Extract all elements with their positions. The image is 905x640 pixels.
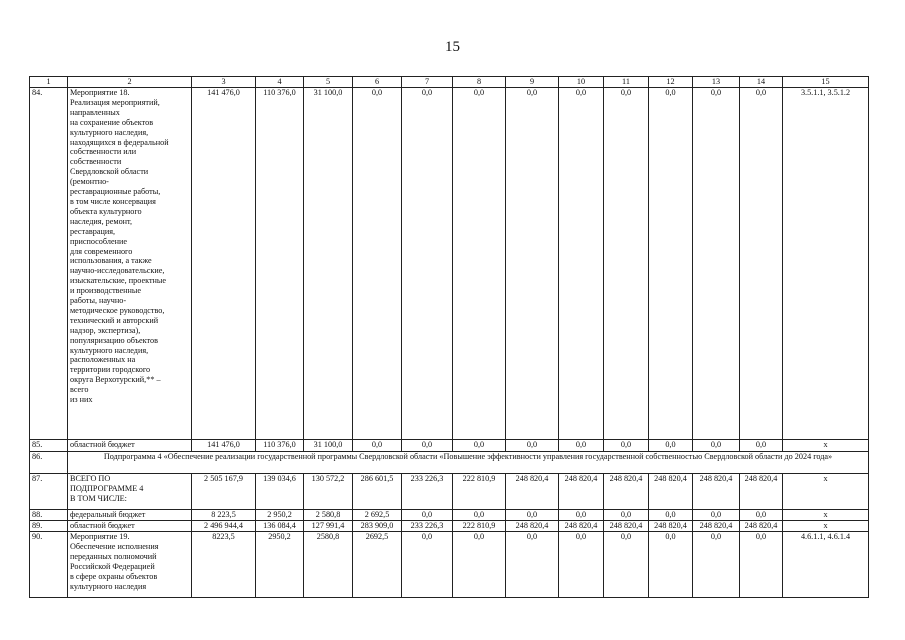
row-number: 90. [30, 532, 68, 598]
cell-value: 248 820,4 [506, 474, 559, 510]
column-number: 12 [649, 77, 693, 88]
cell-value: 0,0 [453, 532, 506, 598]
row-number: 84. [30, 88, 68, 440]
cell-value: 0,0 [402, 532, 453, 598]
cell-value: 0,0 [649, 532, 693, 598]
row-name: областной бюджет [68, 440, 192, 452]
column-number: 2 [68, 77, 192, 88]
cell-value: 233 226,3 [402, 521, 453, 532]
cell-value: 8223,5 [192, 532, 256, 598]
cell-value: 2692,5 [353, 532, 402, 598]
cell-value: 248 820,4 [559, 474, 604, 510]
cell-value: 233 226,3 [402, 474, 453, 510]
cell-value: 286 601,5 [353, 474, 402, 510]
cell-value: 248 820,4 [506, 521, 559, 532]
cell-value: 222 810,9 [453, 521, 506, 532]
cell-value: 248 820,4 [604, 474, 649, 510]
header-row [30, 77, 869, 88]
page-number: 15 [445, 39, 460, 55]
column-number: 10 [559, 77, 604, 88]
cell-value: 0,0 [649, 440, 693, 452]
table-row [30, 521, 869, 532]
cell-value: 2 692,5 [353, 510, 402, 521]
cell-value: 0,0 [506, 532, 559, 598]
cell-value: 248 820,4 [649, 474, 693, 510]
cell-value: 127 991,4 [304, 521, 353, 532]
cell-value: 0,0 [740, 510, 783, 521]
table-row [30, 440, 869, 452]
row-number: 89. [30, 521, 68, 532]
cell-value: 0,0 [506, 510, 559, 521]
cell-value: 0,0 [353, 88, 402, 440]
cell-value: 0,0 [559, 510, 604, 521]
row-number: 87. [30, 474, 68, 510]
column-number: 4 [256, 77, 304, 88]
cell-value: 2580,8 [304, 532, 353, 598]
row-number: 88. [30, 510, 68, 521]
cell-value: 248 820,4 [604, 521, 649, 532]
cell-value: 0,0 [506, 88, 559, 440]
column-number: 3 [192, 77, 256, 88]
table-row [30, 532, 869, 598]
cell-value: 0,0 [402, 510, 453, 521]
cell-value: 0,0 [559, 88, 604, 440]
cell-value: 0,0 [559, 532, 604, 598]
cell-value: 0,0 [649, 88, 693, 440]
cell-value: 141 476,0 [192, 88, 256, 440]
row-name: федеральный бюджет [68, 510, 192, 521]
column-number: 11 [604, 77, 649, 88]
cell-value: 31 100,0 [304, 88, 353, 440]
column-number: 13 [693, 77, 740, 88]
column-number: 5 [304, 77, 353, 88]
row-number: 85. [30, 440, 68, 452]
cell-value: 248 820,4 [740, 521, 783, 532]
cell-value: 283 909,0 [353, 521, 402, 532]
column-number: 14 [740, 77, 783, 88]
cell-value: 110 376,0 [256, 440, 304, 452]
target-indicator: х [783, 440, 869, 452]
cell-value: 0,0 [402, 440, 453, 452]
cell-value: 0,0 [353, 440, 402, 452]
cell-value: 31 100,0 [304, 440, 353, 452]
column-number: 8 [453, 77, 506, 88]
cell-value: 0,0 [559, 440, 604, 452]
cell-value: 110 376,0 [256, 88, 304, 440]
target-indicator: 3.5.1.1, 3.5.1.2 [783, 88, 869, 440]
column-number: 1 [30, 77, 68, 88]
row-name: Мероприятие 19. Обеспечение исполнения переданных полномочий Российской Федерацией в сфере охраны объектов культурного наследия [68, 532, 192, 598]
cell-value: 0,0 [604, 510, 649, 521]
cell-value: 248 820,4 [693, 474, 740, 510]
cell-value: 0,0 [453, 88, 506, 440]
cell-value: 0,0 [693, 88, 740, 440]
row-name: Мероприятие 18. Реализация мероприятий, направленных на сохранение объектов культурного наследия, находящихся в федеральной собственности или собственности Свердловской области (ремонтно- реставрационные работы, в том числе консервация объекта культурного наследия, ремонт, реставрация, приспособление для современного использования, а также научно-исследовательские, изыскательские, проектные и производственные работы, научно- методическое руководство, технический и авторский надзор, экспертиза), популяризацию объектов культурного наследия, расположенных на территории городского округа Верхотурский,** – всего из них [68, 88, 192, 440]
cell-value: 248 820,4 [740, 474, 783, 510]
cell-value: 0,0 [402, 88, 453, 440]
row-name: областной бюджет [68, 521, 192, 532]
cell-value: 2 505 167,9 [192, 474, 256, 510]
cell-value: 2950,2 [256, 532, 304, 598]
cell-value: 0,0 [604, 88, 649, 440]
target-indicator: х [783, 510, 869, 521]
row-number: 86. [30, 452, 68, 474]
column-number: 9 [506, 77, 559, 88]
subprogram-title: Подпрограмма 4 «Обеспечение реализации государственной программы Свердловской области «Повышение эффективности управления государственной собственностью Свердловской области до 2024 года» [68, 452, 869, 474]
target-indicator: х [783, 521, 869, 532]
cell-value: 0,0 [453, 510, 506, 521]
table-row [30, 474, 869, 510]
table-row [30, 452, 869, 474]
cell-value: 0,0 [693, 510, 740, 521]
cell-value: 2 950,2 [256, 510, 304, 521]
cell-value: 2 580,8 [304, 510, 353, 521]
column-number: 7 [402, 77, 453, 88]
cell-value: 130 572,2 [304, 474, 353, 510]
target-indicator: х [783, 474, 869, 510]
cell-value: 0,0 [693, 532, 740, 598]
cell-value: 136 084,4 [256, 521, 304, 532]
cell-value: 222 810,9 [453, 474, 506, 510]
table-row [30, 510, 869, 521]
cell-value: 8 223,5 [192, 510, 256, 521]
cell-value: 2 496 944,4 [192, 521, 256, 532]
cell-value: 0,0 [604, 532, 649, 598]
cell-value: 0,0 [740, 440, 783, 452]
cell-value: 0,0 [740, 88, 783, 440]
cell-value: 139 034,6 [256, 474, 304, 510]
target-indicator: 4.6.1.1, 4.6.1.4 [783, 532, 869, 598]
cell-value: 248 820,4 [559, 521, 604, 532]
cell-value: 0,0 [649, 510, 693, 521]
row-name: ВСЕГО ПО ПОДПРОГРАММЕ 4 В ТОМ ЧИСЛЕ: [68, 474, 192, 510]
cell-value: 248 820,4 [649, 521, 693, 532]
budget-table [29, 76, 869, 598]
cell-value: 0,0 [604, 440, 649, 452]
cell-value: 248 820,4 [693, 521, 740, 532]
cell-value: 141 476,0 [192, 440, 256, 452]
column-number: 6 [353, 77, 402, 88]
cell-value: 0,0 [453, 440, 506, 452]
cell-value: 0,0 [740, 532, 783, 598]
cell-value: 0,0 [693, 440, 740, 452]
cell-value: 0,0 [506, 440, 559, 452]
table-row [30, 88, 869, 440]
column-number: 15 [783, 77, 869, 88]
